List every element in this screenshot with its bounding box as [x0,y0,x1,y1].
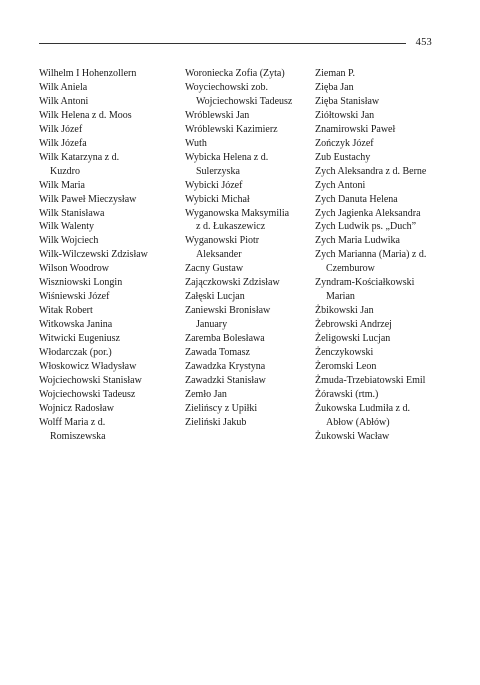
index-entry: Zych Jagienka Aleksandra [315,207,421,219]
index-entry: Zawadzka Krystyna [185,361,266,373]
index-entry: Wilk Katarzyna z d. Kuzdro [39,151,120,177]
index-entry: Wilk-Wilczewski Zdzisław [39,249,148,261]
index-entry: Znamirowski Paweł [315,123,396,135]
index-entry: Wróblewski Jan [185,109,250,121]
index-entry: Wilk Helena z d. Moos [39,109,132,121]
index-entry: Ziółtowski Jan [315,109,375,121]
index-entry: Żeligowski Lucjan [315,333,391,345]
index-entry: Woyciechowski zob. Wojciechowski Tadeusz [185,81,293,107]
index-entry: Wojnicz Radosław [39,402,115,414]
index-entry: Wilk Aniela [39,81,88,93]
header-rule [39,43,406,44]
index-entry: Wybicki Michał [185,193,250,205]
index-entry: Wilk Józefa [39,137,87,149]
index-entry: Zięba Stanisław [315,95,380,107]
index-entry: Zych Maria Ludwika [315,235,400,247]
index-entry: Wilk Stanisława [39,207,105,219]
index-entry: Żukowski Wacław [315,430,390,442]
index-entry: Żmuda-Trzebiatowski Emil [315,374,426,386]
index-entry: Żenczykowski [315,347,374,359]
index-entry: Wiśniewski Józef [39,291,110,303]
index-entry: Zub Eustachy [315,151,371,163]
index-entry: Zyndram-Kościałkowski Marian [315,277,415,303]
index-column-2 [185,67,310,430]
index-entry: Witwicki Eugeniusz [39,333,120,345]
index-entry: Wilk Józef [39,123,83,135]
index-column-3 [315,67,449,444]
index-entry: Żebrowski Andrzej [315,319,392,331]
index-columns [39,67,449,487]
index-entry: Żukowska Ludmiła z d. Abłow (Abłów) [315,402,410,428]
index-entry: Żórawski (rtm.) [315,388,379,400]
index-entry: Zieliński Jakub [185,416,247,428]
index-entry: Zych Marianna (Maria) z d. Czemburow [315,249,427,275]
index-entry: Wilk Walenty [39,221,94,233]
index-entry: Wojciechowski Stanisław [39,374,142,386]
index-entry: Zawadzki Stanisław [185,374,266,386]
index-entry: Wuth [185,137,207,149]
index-entry: Zaremba Bolesława [185,333,265,345]
index-entry: Wyganowska Maksymilia z d. Łukaszewicz [185,207,290,233]
index-entry: Zielińscy z Upiłki [185,402,258,414]
index-entry: Zieman P. [315,68,355,79]
index-entry: Zaniewski Bronisław January [185,305,271,331]
index-entry: Zych Aleksandra z d. Berne [315,165,427,177]
index-entry: Żeromski Leon [315,361,377,373]
index-column-1 [39,67,174,444]
index-entry: Witkowska Janina [39,319,113,331]
index-entry: Żbikowski Jan [315,305,374,317]
index-entry: Zięba Jan [315,81,354,93]
index-entry: Zych Ludwik ps. „Duch” [315,221,417,233]
index-entry: Wiszniowski Longin [39,277,123,289]
index-entry: Zacny Gustaw [185,263,244,275]
index-entry: Włoskowicz Władysław [39,361,137,373]
index-entry: Wyganowski Piotr Aleksander [185,235,260,261]
index-entry: Wilson Woodrow [39,263,109,275]
index-entry: Wybicki Józef [185,179,243,191]
index-entry: Zończyk Józef [315,137,374,149]
index-entry: Wolff Maria z d. Romiszewska [39,416,106,442]
index-entry: Załęski Lucjan [185,291,245,303]
index-entry: Zych Danuta Helena [315,193,398,205]
index-entry: Wojciechowski Tadeusz [39,388,136,400]
index-entry: Zawada Tomasz [185,347,250,359]
index-entry: Wilk Antoni [39,95,89,107]
index-entry: Wróblewski Kazimierz [185,123,278,135]
index-entry: Zajączkowski Zdzisław [185,277,280,289]
index-entry: Wilk Maria [39,179,85,191]
index-entry: Zemło Jan [185,388,227,400]
page-number: 453 [415,37,432,48]
index-entry: Witak Robert [39,305,93,317]
index-entry: Włodarczak (por.) [39,347,112,359]
index-entry: Wilhelm I Hohenzollern [39,68,137,79]
index-entry: Woroniecka Zofia (Zyta) [185,68,285,79]
index-entry: Wilk Wojciech [39,235,99,247]
index-entry: Zych Antoni [315,179,366,191]
index-entry: Wybicka Helena z d. Sulerzyska [185,151,269,177]
index-entry: Wilk Paweł Mieczysław [39,193,137,205]
